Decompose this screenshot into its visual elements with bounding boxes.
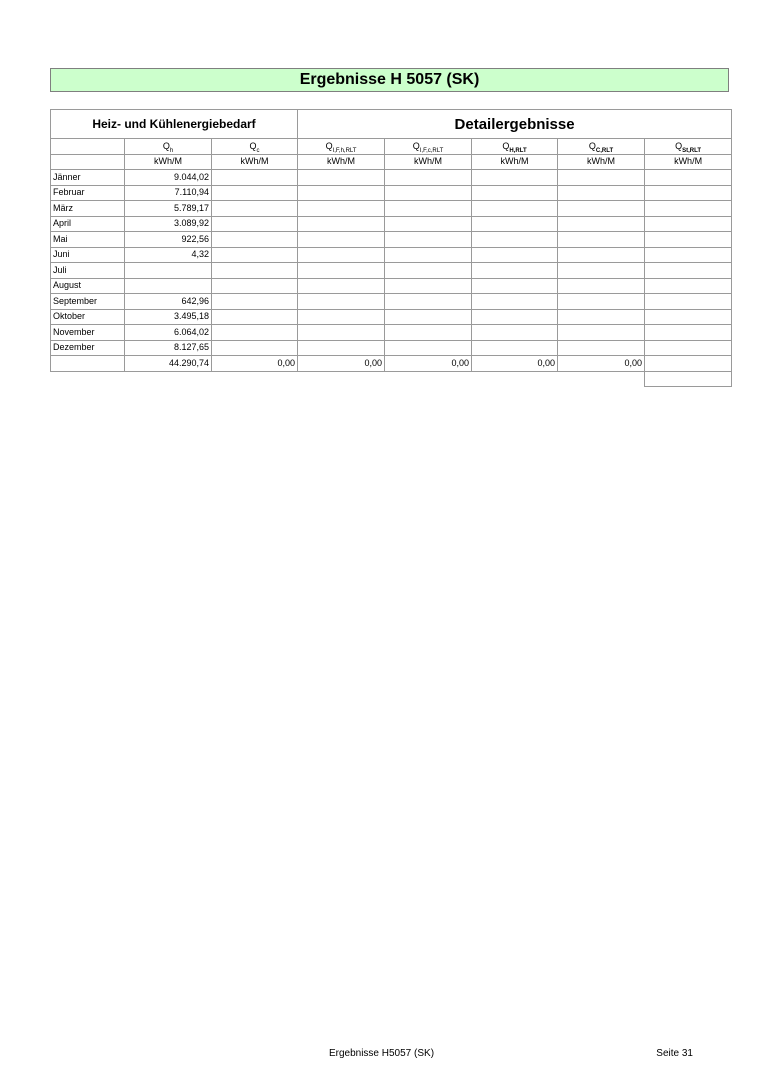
month-label: August xyxy=(51,278,125,294)
empty-value-cell xyxy=(645,201,732,217)
empty-value-cell xyxy=(212,170,298,186)
empty-value-cell xyxy=(385,294,472,310)
col-header-qifc: $Q_{I,F,c,RLT}$ xyxy=(385,139,472,155)
empty-value-cell xyxy=(472,325,558,341)
empty-value-cell xyxy=(212,232,298,248)
table-row xyxy=(51,263,732,279)
table-row xyxy=(51,247,732,263)
empty-value-cell xyxy=(558,232,645,248)
empty-cell xyxy=(51,154,125,170)
empty-value-cell xyxy=(385,325,472,341)
empty-value-cell xyxy=(298,216,385,232)
page-title: Ergebnisse H 5057 (SK) xyxy=(50,68,729,92)
qh-value: 642,96 xyxy=(125,294,212,310)
empty-value-cell xyxy=(385,263,472,279)
unit-cell: kWh/M xyxy=(212,154,298,170)
qh-value: 5.789,17 xyxy=(125,201,212,217)
empty-value-cell xyxy=(212,309,298,325)
empty-value-cell xyxy=(558,325,645,341)
col-header-qhrlt: $Q_{H,RLT}$ xyxy=(472,139,558,155)
empty-value-cell xyxy=(558,216,645,232)
month-rows xyxy=(51,170,732,356)
empty-cell xyxy=(51,371,645,387)
empty-value-cell xyxy=(385,201,472,217)
empty-value-cell xyxy=(212,216,298,232)
empty-value-cell xyxy=(298,185,385,201)
totals-row xyxy=(51,356,732,372)
total-qifc: 0,00 xyxy=(385,356,472,372)
empty-value-cell xyxy=(385,232,472,248)
qh-value: 8.127,65 xyxy=(125,340,212,356)
table-row xyxy=(51,294,732,310)
col-header-qh: $Q_h$ xyxy=(125,139,212,155)
empty-value-cell xyxy=(472,278,558,294)
empty-value-cell xyxy=(558,309,645,325)
table-row xyxy=(51,340,732,356)
table-row xyxy=(51,201,732,217)
empty-value-cell xyxy=(472,247,558,263)
empty-value-cell xyxy=(212,325,298,341)
qh-value: 3.495,18 xyxy=(125,309,212,325)
empty-value-cell xyxy=(558,247,645,263)
qh-value xyxy=(125,278,212,294)
table-row xyxy=(51,232,732,248)
empty-value-cell xyxy=(472,216,558,232)
empty-value-cell xyxy=(385,340,472,356)
extra-cell xyxy=(645,371,732,387)
month-label: Juni xyxy=(51,247,125,263)
empty-value-cell xyxy=(558,340,645,356)
empty-value-cell xyxy=(645,247,732,263)
empty-value-cell xyxy=(385,278,472,294)
empty-value-cell xyxy=(298,294,385,310)
empty-value-cell xyxy=(385,185,472,201)
footer-title: Ergebnisse H5057 (SK) xyxy=(328,1048,435,1059)
col-header-qstrlt: $Q_{St,RLT}$ xyxy=(645,139,732,155)
empty-value-cell xyxy=(645,232,732,248)
unit-cell: kWh/M xyxy=(472,154,558,170)
total-qifh: 0,00 xyxy=(298,356,385,372)
empty-value-cell xyxy=(298,201,385,217)
extra-row xyxy=(51,371,732,387)
empty-value-cell xyxy=(298,340,385,356)
empty-value-cell xyxy=(298,170,385,186)
col-header-qifh: $Q_{I,F,h,RLT}$ xyxy=(298,139,385,155)
month-label: September xyxy=(51,294,125,310)
total-qcrlt: 0,00 xyxy=(558,356,645,372)
empty-value-cell xyxy=(645,340,732,356)
unit-cell: kWh/M xyxy=(298,154,385,170)
total-qhrlt: 0,00 xyxy=(472,356,558,372)
empty-value-cell xyxy=(558,278,645,294)
empty-value-cell xyxy=(385,170,472,186)
empty-value-cell xyxy=(472,201,558,217)
qh-value: 4,32 xyxy=(125,247,212,263)
empty-value-cell xyxy=(212,201,298,217)
table-row xyxy=(51,185,732,201)
unit-cell: kWh/M xyxy=(645,154,732,170)
month-label: April xyxy=(51,216,125,232)
empty-value-cell xyxy=(298,278,385,294)
empty-value-cell xyxy=(298,232,385,248)
symbol-header-row xyxy=(51,139,732,155)
section-heating-header: Heiz- und Kühlenergiebedarf xyxy=(51,110,298,139)
unit-cell: kWh/M xyxy=(385,154,472,170)
empty-value-cell xyxy=(385,309,472,325)
unit-cell: kWh/M xyxy=(125,154,212,170)
month-label: Februar xyxy=(51,185,125,201)
empty-value-cell xyxy=(212,340,298,356)
qh-value: 922,56 xyxy=(125,232,212,248)
empty-value-cell xyxy=(298,247,385,263)
empty-value-cell xyxy=(645,278,732,294)
month-label: Juli xyxy=(51,263,125,279)
empty-value-cell xyxy=(645,170,732,186)
empty-value-cell xyxy=(472,170,558,186)
month-label: Mai xyxy=(51,232,125,248)
empty-value-cell xyxy=(645,309,732,325)
total-qh: 44.290,74 xyxy=(125,356,212,372)
section-detail-header: Detailergebnisse xyxy=(298,110,732,139)
empty-value-cell xyxy=(212,278,298,294)
table-row xyxy=(51,170,732,186)
empty-value-cell xyxy=(212,294,298,310)
empty-value-cell xyxy=(558,263,645,279)
empty-value-cell xyxy=(298,325,385,341)
unit-cell: kWh/M xyxy=(558,154,645,170)
empty-value-cell xyxy=(298,263,385,279)
empty-value-cell xyxy=(385,216,472,232)
page-number: Seite 31 xyxy=(656,1048,693,1059)
month-label: Dezember xyxy=(51,340,125,356)
empty-value-cell xyxy=(645,325,732,341)
empty-value-cell xyxy=(645,294,732,310)
empty-value-cell xyxy=(558,170,645,186)
month-label: November xyxy=(51,325,125,341)
empty-value-cell xyxy=(558,185,645,201)
total-qc: 0,00 xyxy=(212,356,298,372)
table-row xyxy=(51,216,732,232)
empty-value-cell xyxy=(472,232,558,248)
col-header-qc: $Q_c$ xyxy=(212,139,298,155)
month-label: Oktober xyxy=(51,309,125,325)
empty-value-cell xyxy=(558,201,645,217)
empty-value-cell xyxy=(298,309,385,325)
empty-value-cell xyxy=(472,185,558,201)
table-row xyxy=(51,278,732,294)
table-row xyxy=(51,325,732,341)
empty-value-cell xyxy=(645,263,732,279)
qh-value: 9.044,02 xyxy=(125,170,212,186)
qh-value xyxy=(125,263,212,279)
empty-value-cell xyxy=(472,340,558,356)
unit-header-row xyxy=(51,154,732,170)
qh-value: 7.110,94 xyxy=(125,185,212,201)
empty-value-cell xyxy=(472,294,558,310)
empty-value-cell xyxy=(385,247,472,263)
empty-value-cell xyxy=(472,309,558,325)
empty-cell xyxy=(51,356,125,372)
empty-value-cell xyxy=(212,185,298,201)
qh-value: 3.089,92 xyxy=(125,216,212,232)
empty-cell xyxy=(51,139,125,155)
col-header-qcrlt: $Q_{C,RLT}$ xyxy=(558,139,645,155)
empty-value-cell xyxy=(212,263,298,279)
table-row xyxy=(51,309,732,325)
empty-value-cell xyxy=(472,263,558,279)
empty-value-cell xyxy=(645,216,732,232)
month-label: Jänner xyxy=(51,170,125,186)
section-header-row xyxy=(51,110,732,139)
month-label: März xyxy=(51,201,125,217)
qh-value: 6.064,02 xyxy=(125,325,212,341)
empty-value-cell xyxy=(212,247,298,263)
results-table xyxy=(50,109,732,387)
empty-value-cell xyxy=(558,294,645,310)
total-qstrlt xyxy=(645,356,732,372)
empty-value-cell xyxy=(645,185,732,201)
